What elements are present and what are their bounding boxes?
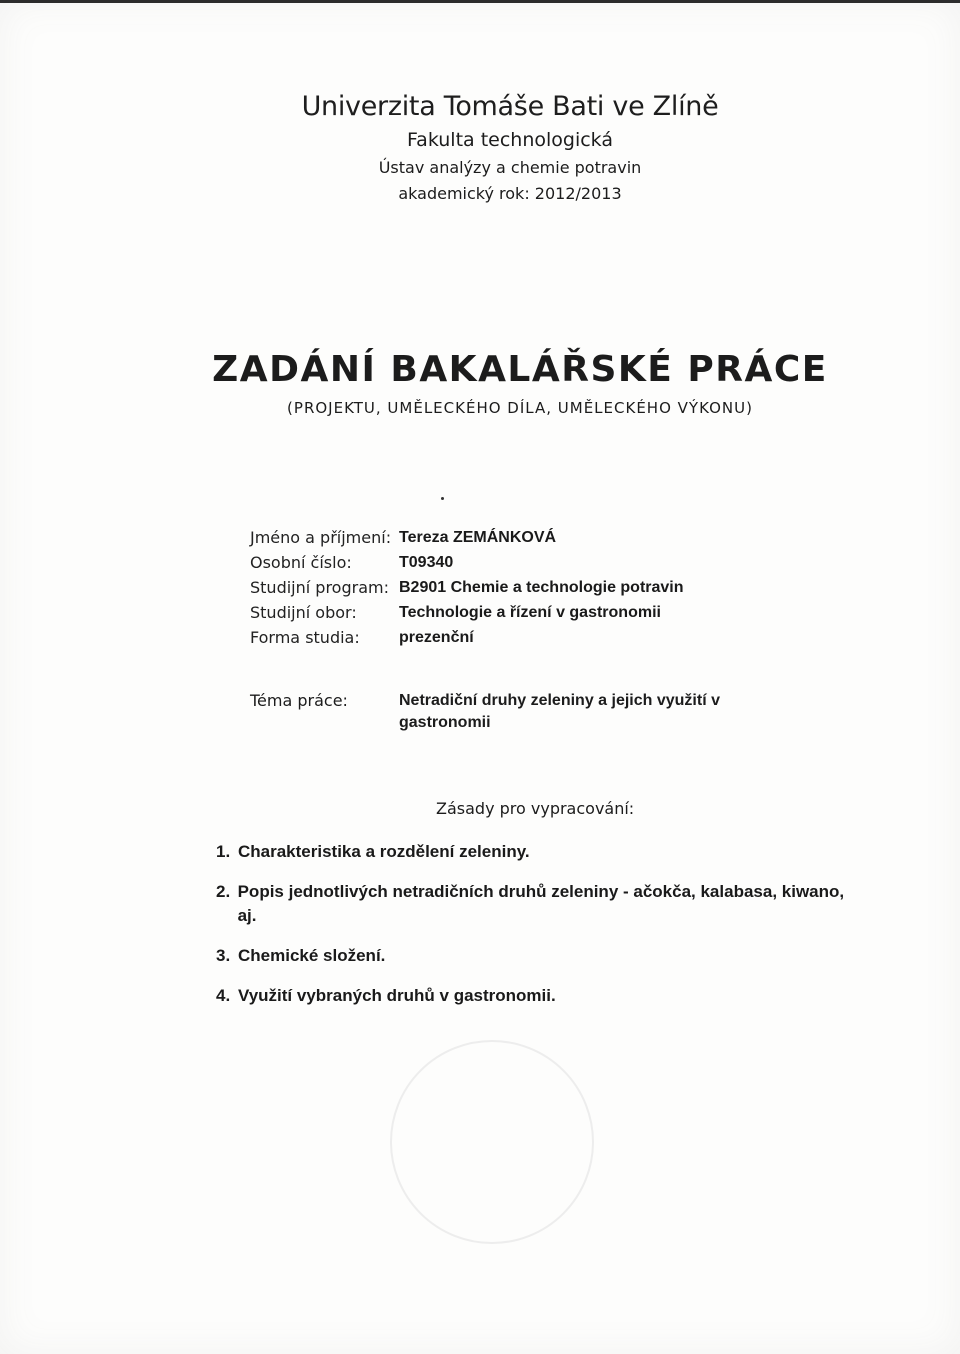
info-label: Jméno a příjmení: bbox=[250, 528, 392, 547]
document-subtitle: (PROJEKTU, UMĚLECKÉHO DÍLA, UMĚLECKÉHO VÝKONU) bbox=[287, 399, 753, 417]
list-item-number: 1. bbox=[216, 842, 231, 861]
list-item bbox=[216, 840, 856, 864]
list-item bbox=[216, 984, 856, 1008]
info-value: T09340 bbox=[399, 554, 454, 571]
list-item bbox=[216, 880, 856, 928]
page-top-edge bbox=[0, 0, 960, 3]
principles-list bbox=[216, 840, 856, 1024]
document-title: ZADÁNÍ BAKALÁŘSKÉ PRÁCE bbox=[212, 349, 828, 390]
info-row-program bbox=[250, 577, 770, 602]
document-title-block bbox=[200, 348, 840, 420]
info-value: B2901 Chemie a technologie potravin bbox=[399, 579, 684, 596]
list-item-text: Chemické složení. bbox=[238, 946, 386, 965]
list-item-number: 4. bbox=[216, 986, 231, 1005]
ink-dot bbox=[441, 497, 444, 500]
faculty-name: Fakulta technologická bbox=[407, 129, 613, 151]
principles-heading: Zásady pro vypracování: bbox=[436, 799, 635, 818]
list-item-text: Charakteristika a rozdělení zeleniny. bbox=[238, 842, 530, 861]
list-item-text: Popis jednotlivých netradičních druhů zeleniny - ačokča, kalabasa, kiwano, aj. bbox=[237, 882, 845, 925]
info-value: Tereza ZEMÁNKOVÁ bbox=[399, 529, 557, 546]
list-item bbox=[216, 944, 856, 968]
info-row-name bbox=[250, 527, 770, 552]
info-row-field bbox=[250, 602, 770, 627]
list-item-number: 2. bbox=[216, 882, 231, 901]
faint-stamp-show-through bbox=[390, 1040, 594, 1244]
list-item-text: Využití vybraných druhů v gastronomii. bbox=[238, 986, 556, 1005]
topic-value: Netradiční druhy zeleniny a jejich využití v gastronomii bbox=[399, 692, 720, 731]
institute-name: Ústav analýzy a chemie potravin bbox=[378, 158, 642, 177]
university-name: Univerzita Tomáše Bati ve Zlíně bbox=[301, 91, 719, 122]
info-value: Technologie a řízení v gastronomii bbox=[399, 604, 661, 621]
topic-label: Téma práce: bbox=[250, 691, 348, 710]
list-item-number: 3. bbox=[216, 946, 231, 965]
student-info-table bbox=[250, 527, 770, 652]
academic-year: akademický rok: 2012/2013 bbox=[398, 184, 622, 203]
info-value: prezenční bbox=[399, 629, 474, 646]
thesis-topic bbox=[250, 690, 770, 734]
info-row-study-form bbox=[250, 627, 770, 652]
info-row-personal-number bbox=[250, 552, 770, 577]
info-label: Studijní program: bbox=[250, 578, 389, 597]
info-label: Forma studia: bbox=[250, 628, 360, 647]
document-header bbox=[300, 90, 720, 207]
info-label: Osobní číslo: bbox=[250, 553, 352, 572]
info-label: Studijní obor: bbox=[250, 603, 357, 622]
